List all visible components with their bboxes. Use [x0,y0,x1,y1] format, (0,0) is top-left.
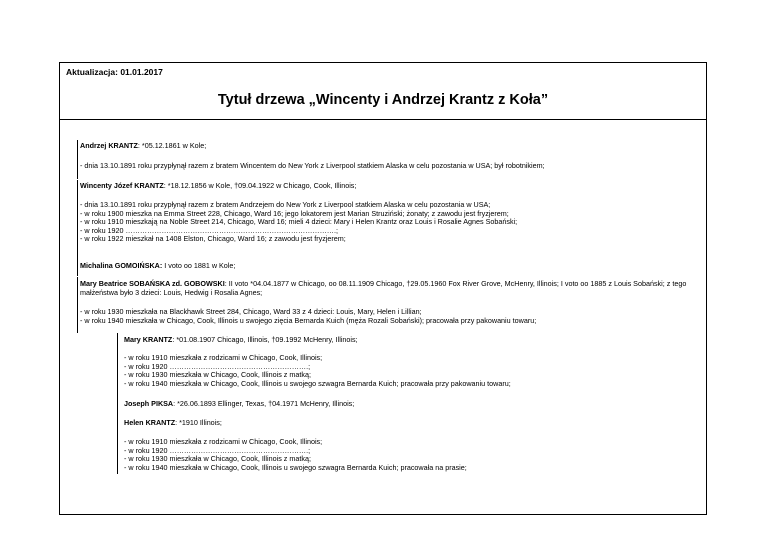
person-michalina [80,261,235,270]
notes-wincenty [80,201,517,244]
note-line: - w roku 1920 …………………………………………………………………………….; [80,225,338,235]
person-info: : *1910 Illinois; [175,418,222,427]
person-info: I voto oo 1881 w Kole; [162,261,236,270]
branch-line-mary-beatrice [77,277,78,333]
branch-line-wincenty [77,180,78,260]
note-line: - w roku 1920 ………………………………………………….; [124,361,311,371]
note-line: - w roku 1940 mieszkała w Chicago, Cook, Illinois u swojego zięcia Bernarda Kuich (męża Rozali Sobański); pracowała przy pakowaniu towaru; [80,315,537,325]
person-info: : *01.08.1907 Chicago, Illinois, †09.1992 McHenry, Illinois; [172,335,358,344]
branch-line-michalina [77,260,78,276]
person-joseph [124,399,354,408]
person-name: Mary KRANTZ [124,335,173,344]
note-line: - dnia 13.10.1891 roku przypłynął razem z bratem Wincentem do New York z Liverpool statkiem Alaska w celu pozostania w USA; był robotnikiem; [80,161,545,170]
note-line: - w roku 1940 mieszkała w Chicago, Cook, Illinois u swojego szwagra Bernarda Kuich; pracowała przy pakowaniu towaru; [124,378,511,388]
branch-line-andrzej [77,140,78,179]
notes-helen [124,438,467,472]
branch-line-helen [117,414,118,474]
note-line: - w roku 1910 mieszkała z rodzicami w Chicago, Cook, Illinois; [124,353,323,362]
person-name: Wincenty Józef KRANTZ [80,181,164,190]
tree-title: Tytuł drzewa „Wincenty i Andrzej Krantz z Koła” [217,92,549,108]
person-mary-beatrice [80,279,705,297]
note-line: - dnia 13.10.1891 roku przypłynął razem z bratem Andrzejem do New York z Liverpool statkiem Alaska w celu pozostania w USA; [80,200,491,209]
note-line: - w roku 1920 ………………………………………………….; [124,445,311,455]
note-line: - w roku 1940 mieszkała w Chicago, Cook, Illinois u swojego szwagra Bernarda Kuich; pracowała na prasie; [124,462,467,472]
person-mary [124,335,358,344]
person-name: Joseph PIKSA [124,399,174,408]
person-info: : II voto *04.04.1877 w Chicago, oo 08.11.1909 Chicago, †29.05.1960 Fox River Grove, McHenry, Illinois; I voto oo 1885 z Louis Sobański; z tego małżeństwa było 3 dzieci: Louis, Hedwig i Rosalia Agnes; [80,279,687,297]
notes-mary [124,354,511,388]
person-info: : *26.06.1893 Ellinger, Texas, †04.1971 McHenry, Illinois; [173,399,355,408]
note-line: - w roku 1900 mieszka na Emma Street 228, Chicago, Ward 16; jego lokatorem jest Marian Struziński; żonaty; z zawodu jest fryzjerem; [80,208,509,218]
note-line: - w roku 1910 mieszkają na Noble Street 214, Chicago, Ward 16; mieli 4 dzieci: Mary i Helen Krantz oraz Louis i Rosalie Agnes Sobański; [80,217,518,227]
person-wincenty [80,181,356,190]
note-line: - w roku 1910 mieszkała z rodzicami w Chicago, Cook, Illinois; [124,437,323,446]
notes-andrzej [80,162,545,171]
person-info: : *05.12.1861 w Kole; [137,141,207,150]
update-date: Aktualizacja: 01.01.2017 [66,67,163,77]
person-andrzej [80,141,206,150]
branch-line-joseph [117,396,118,414]
note-line: - w roku 1930 mieszkała na Blackhawk Street 284, Chicago, Ward 33 z 4 dzieci: Louis, Mary, Helen i Lillian; [80,307,422,316]
person-name: Helen KRANTZ [124,418,176,427]
note-line: - w roku 1930 mieszkała w Chicago, Cook, Illinois z matką; [124,370,311,380]
person-info: : *18.12.1856 w Kole, †09.04.1922 w Chicago, Cook, Illinois; [163,181,357,190]
person-name: Mary Beatrice SOBAŃSKA zd. GOBOWSKI [80,279,225,288]
notes-mary-beatrice [80,308,536,325]
person-name: Michalina GOMOIŃSKA: [80,261,163,270]
note-line: - w roku 1922 mieszkał na 1408 Elston, Chicago, Ward 16; z zawodu jest fryzjerem; [80,234,346,244]
note-line: - w roku 1930 mieszkała w Chicago, Cook, Illinois z matką; [124,454,311,464]
separator-top [59,119,707,120]
person-name: Andrzej KRANTZ [80,141,138,150]
person-helen [124,418,222,427]
